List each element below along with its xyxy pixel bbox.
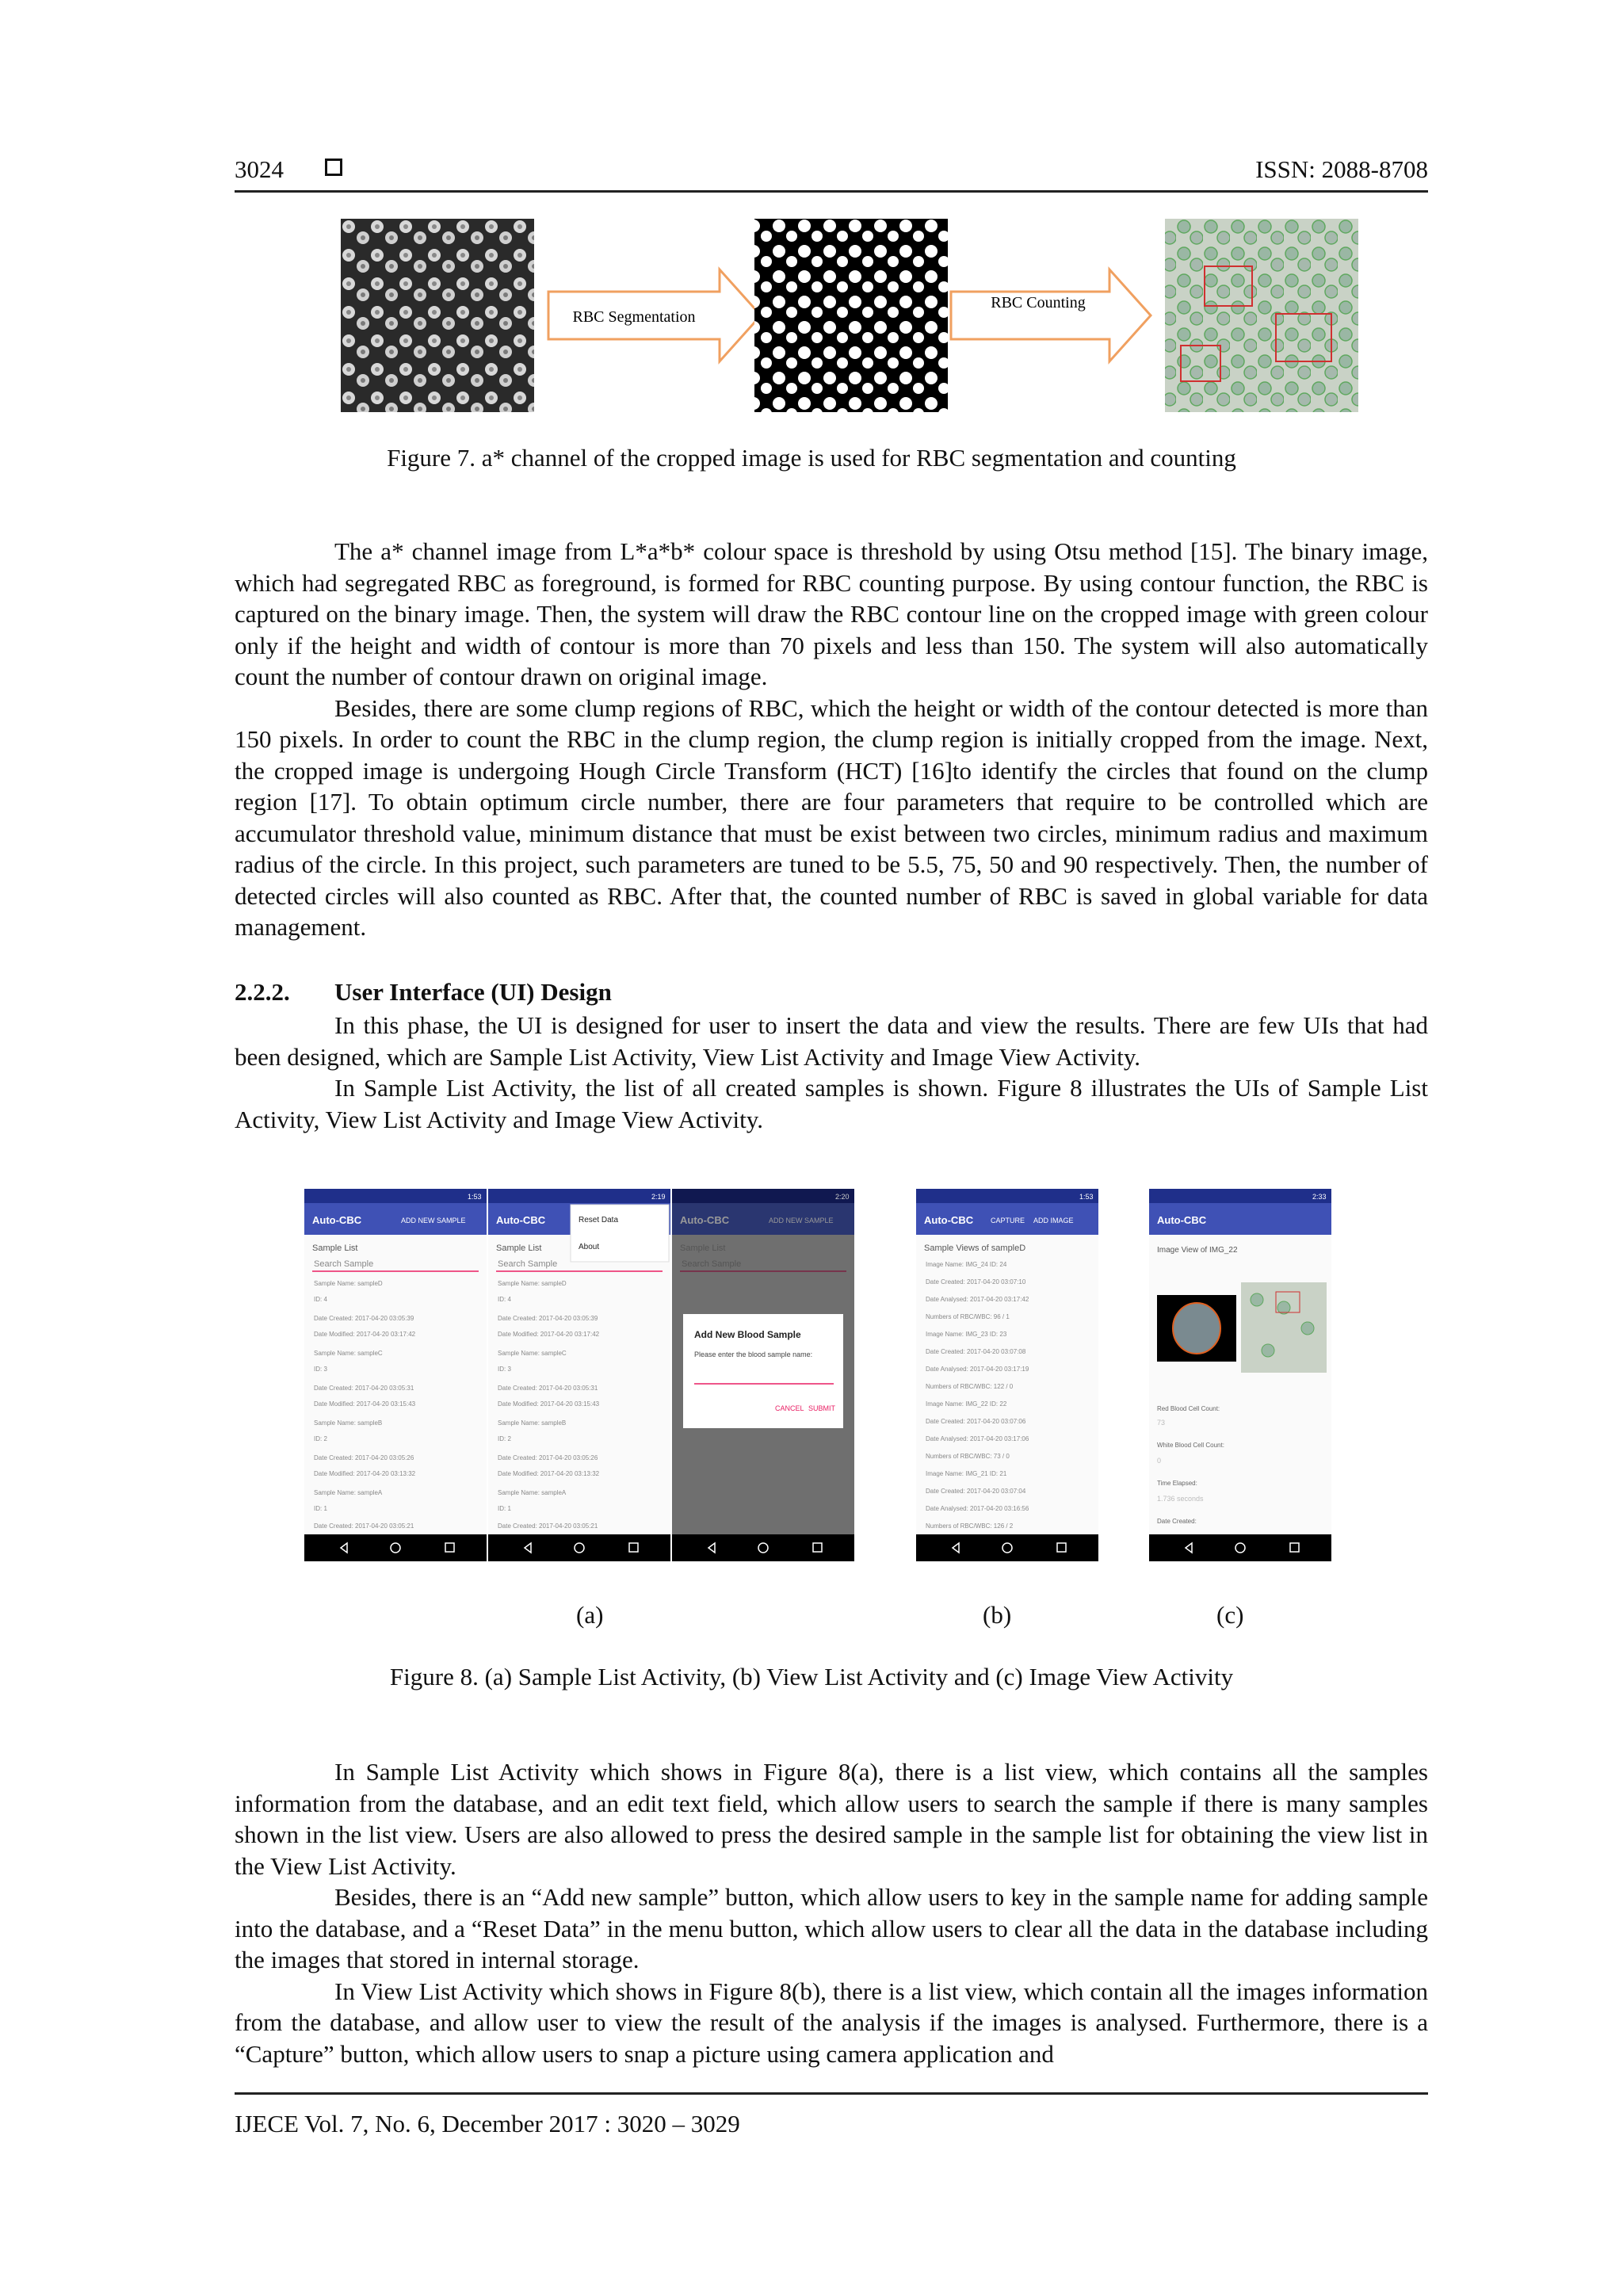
svg-text:2:20: 2:20 (835, 1193, 850, 1201)
svg-text:Date Created: 2017-04-20 03:05: Date Created: 2017-04-20 03:05:39 (498, 1315, 598, 1322)
svg-text:Sample Name: sampleD: Sample Name: sampleD (498, 1280, 567, 1287)
svg-text:ADD NEW SAMPLE: ADD NEW SAMPLE (401, 1217, 466, 1224)
svg-text:Date Created: 2017-04-20 03:05: Date Created: 2017-04-20 03:05:31 (314, 1385, 414, 1392)
paragraph: Besides, there is an “Add new sample” button, which allow users to key in the sample name for adding sample into the database, and a “Reset Data” in the menu button, which allow users to clear all the data in the database including the images that stored in internal storage. (235, 1883, 1428, 1973)
svg-text:Auto-CBC: Auto-CBC (496, 1214, 546, 1226)
svg-text:Image View of IMG_22: Image View of IMG_22 (1157, 1246, 1238, 1255)
svg-text:Date Modified: 2017-04-20 03:1: Date Modified: 2017-04-20 03:13:32 (498, 1470, 600, 1477)
section-number: 2.2.2. (235, 978, 290, 1006)
svg-text:Sample Name: sampleA: Sample Name: sampleA (314, 1489, 383, 1496)
body-section-3 (235, 1756, 1428, 2069)
svg-text:ID: 3: ID: 3 (498, 1366, 511, 1373)
svg-text:Numbers of RBC/WBC: 122 / 0: Numbers of RBC/WBC: 122 / 0 (926, 1383, 1014, 1390)
menu-reset-data: Reset Data (579, 1216, 619, 1224)
svg-text:Sample Name: sampleC: Sample Name: sampleC (314, 1350, 383, 1357)
svg-text:Sample List: Sample List (680, 1244, 726, 1253)
footer-citation: IJECE Vol. 7, No. 6, December 2017 : 3020 – 3029 (235, 2110, 740, 2137)
svg-text:Auto-CBC: Auto-CBC (1157, 1214, 1207, 1226)
svg-text:ID: 3: ID: 3 (314, 1366, 327, 1373)
svg-text:Date Modified: 2017-04-20 03:1: Date Modified: 2017-04-20 03:13:32 (314, 1470, 416, 1477)
svg-text:Date Analysed: 2017-04-20 03:1: Date Analysed: 2017-04-20 03:17:19 (926, 1366, 1029, 1373)
figure-7 (341, 219, 1363, 412)
svg-text:Date Created: 2017-04-20 03:05: Date Created: 2017-04-20 03:05:39 (314, 1315, 414, 1322)
issn: ISSN: 2088-8708 (1255, 155, 1428, 183)
subfigure-label-c: (c) (1216, 1601, 1244, 1629)
rbc-gray-image (341, 219, 534, 412)
svg-text:Search Sample: Search Sample (682, 1259, 742, 1269)
svg-text:Date Created: 2017-04-20 03:05: Date Created: 2017-04-20 03:05:26 (498, 1454, 598, 1461)
svg-text:Image Name: IMG_23 ID: 23: Image Name: IMG_23 ID: 23 (926, 1331, 1007, 1338)
svg-text:2:33: 2:33 (1312, 1193, 1327, 1201)
svg-text:Auto-CBC: Auto-CBC (924, 1214, 974, 1226)
svg-text:0: 0 (1157, 1457, 1162, 1465)
svg-text:Date Created: 2017-04-20 03:07: Date Created: 2017-04-20 03:07:04 (926, 1488, 1026, 1495)
svg-text:Date Created: 2017-04-20 03:05: Date Created: 2017-04-20 03:05:21 (314, 1522, 414, 1530)
sample-list-screen (304, 1189, 487, 1561)
svg-text:Date Created: 2017-04-20 03:07: Date Created: 2017-04-20 03:07:10 (926, 1278, 1026, 1286)
header-rule (235, 190, 1428, 193)
svg-text:1:53: 1:53 (468, 1193, 482, 1201)
dialog-cancel-button: CANCEL (775, 1404, 804, 1412)
svg-text:Sample Views of sampleD: Sample Views of sampleD (924, 1244, 1026, 1253)
svg-text:1:53: 1:53 (1079, 1193, 1094, 1201)
svg-text:Search Sample: Search Sample (314, 1259, 374, 1269)
svg-text:73: 73 (1157, 1419, 1166, 1427)
view-list-screen (916, 1189, 1098, 1561)
svg-text:ID: 4: ID: 4 (314, 1296, 327, 1303)
counting-arrow-label: RBC Counting (991, 294, 1086, 311)
svg-text:Date Created: 2017-04-20 03:07: Date Created: 2017-04-20 03:07:06 (926, 1418, 1026, 1425)
svg-text:Search Sample: Search Sample (498, 1259, 558, 1269)
svg-text:Sample List: Sample List (496, 1244, 542, 1253)
svg-text:Date Modified: 2017-04-20 03:1: Date Modified: 2017-04-20 03:15:43 (314, 1400, 416, 1408)
svg-text:Time Elapsed:: Time Elapsed: (1157, 1480, 1197, 1487)
svg-text:Sample List: Sample List (312, 1244, 358, 1253)
svg-text:Sample Name: sampleB: Sample Name: sampleB (314, 1419, 383, 1427)
sample-list-menu-screen (488, 1189, 670, 1561)
svg-text:Date Modified: 2017-04-20 03:1: Date Modified: 2017-04-20 03:15:43 (498, 1400, 600, 1408)
page-number: 3024 (235, 155, 284, 183)
svg-text:Red Blood Cell Count:: Red Blood Cell Count: (1157, 1405, 1220, 1412)
figure-7-caption: Figure 7. a* channel of the cropped image is used for RBC segmentation and counting (387, 444, 1236, 472)
svg-text:Numbers of RBC/WBC: 126 / 2: Numbers of RBC/WBC: 126 / 2 (926, 1522, 1014, 1530)
rbc-counted-image (1165, 219, 1358, 412)
figure-8 (304, 1189, 1335, 1561)
svg-text:ID: 4: ID: 4 (498, 1296, 511, 1303)
segmentation-arrow-label: RBC Segmentation (572, 308, 696, 326)
paragraph: In View List Activity which shows in Figure 8(b), there is a list view, which contain all the images information from the database, and allow user to view the result of the analysis if the images is analysed. Furthermore, there is a “Capture” button, which allow users to snap a picture using camera application and (235, 1977, 1428, 2068)
svg-text:Numbers of RBC/WBC: 96 / 1: Numbers of RBC/WBC: 96 / 1 (926, 1313, 1010, 1320)
svg-text:Date Analysed: 2017-04-20 03:1: Date Analysed: 2017-04-20 03:16:56 (926, 1505, 1029, 1512)
add-sample-dialog-screen (672, 1189, 854, 1561)
svg-text:Sample Name: sampleC: Sample Name: sampleC (498, 1350, 567, 1357)
image-view-screen (1149, 1189, 1331, 1561)
body-section-2 (235, 1010, 1428, 1135)
svg-text:Date Analysed: 2017-04-20 03:1: Date Analysed: 2017-04-20 03:17:06 (926, 1435, 1029, 1442)
dialog-submit-button: SUBMIT (808, 1404, 836, 1412)
svg-text:Auto-CBC: Auto-CBC (680, 1214, 730, 1226)
subfigure-label-b: (b) (983, 1601, 1012, 1629)
paragraph: In this phase, the UI is designed for user to insert the data and view the results. There are few UIs that had been designed, which are Sample List Activity, View List Activity and Image View Activity. (235, 1011, 1428, 1071)
svg-text:ID: 2: ID: 2 (314, 1435, 327, 1442)
section-title: User Interface (UI) Design (334, 978, 612, 1006)
section-heading (235, 978, 612, 1007)
svg-text:Date Modified: 2017-04-20 03:1: Date Modified: 2017-04-20 03:17:42 (314, 1331, 416, 1338)
figure-8-caption: Figure 8. (a) Sample List Activity, (b) View List Activity and (c) Image View Activity (389, 1663, 1234, 1690)
svg-text:ADD NEW SAMPLE: ADD NEW SAMPLE (769, 1217, 834, 1224)
svg-text:Sample Name: sampleD: Sample Name: sampleD (314, 1280, 383, 1287)
dialog-title: Add New Blood Sample (694, 1329, 801, 1340)
svg-text:White Blood Cell Count:: White Blood Cell Count: (1157, 1442, 1224, 1449)
svg-text:Date Created: 2017-04-20 03:07: Date Created: 2017-04-20 03:07:08 (926, 1348, 1026, 1355)
svg-text:ID: 1: ID: 1 (314, 1505, 327, 1512)
svg-text:Auto-CBC: Auto-CBC (312, 1214, 362, 1226)
svg-text:Sample Name: sampleA: Sample Name: sampleA (498, 1489, 567, 1496)
dialog-prompt: Please enter the blood sample name: (694, 1350, 813, 1358)
svg-text:Sample Name: sampleB: Sample Name: sampleB (498, 1419, 567, 1427)
subfigure-label-a: (a) (576, 1601, 604, 1629)
svg-text:2:19: 2:19 (651, 1193, 666, 1201)
svg-text:Date Created:: Date Created: (1157, 1518, 1197, 1525)
svg-text:ADD IMAGE: ADD IMAGE (1033, 1217, 1074, 1224)
svg-text:ID: 1: ID: 1 (498, 1505, 511, 1512)
paragraph: In Sample List Activity which shows in Figure 8(a), there is a list view, which contains all the samples information from the database, and an edit text field, which allow users to search the sample if there is many samples shown in the list view. Users are also allowed to press the desired sample in the sample list for obtaining the view list in the View List Activity. (235, 1758, 1428, 1880)
paragraph: Besides, there are some clump regions of RBC, which the height or width of the contour detected is more than 150 pixels. In order to count the RBC in the clump region, the clump region is initially cropped from the image. Next, the cropped image is undergoing Hough Circle Transform (HCT) [16]to identify the circles that found on the clump region [17]. To obtain optimum circle number, there are four parameters that require to be controlled which are accumulator threshold value, minimum distance that must be exist between two circles, minimum radius and maximum radius of the circle. In this project, such parameters are tuned to be 5.5, 75, 50 and 90 respectively. Then, the number of detected circles will also counted as RBC. After that, the counted number of RBC is saved in global variable for data management. (235, 693, 1428, 941)
svg-text:Image Name: IMG_24 ID: 24: Image Name: IMG_24 ID: 24 (926, 1261, 1007, 1268)
svg-text:1.736 seconds: 1.736 seconds (1157, 1495, 1204, 1503)
svg-text:CAPTURE: CAPTURE (991, 1217, 1025, 1224)
svg-text:Date Created: 2017-04-20 03:05: Date Created: 2017-04-20 03:05:21 (498, 1522, 598, 1530)
svg-text:Date Analysed: 2017-04-20 03:1: Date Analysed: 2017-04-20 03:17:42 (926, 1296, 1029, 1303)
body-section-1 (235, 536, 1428, 943)
svg-text:Date Created: 2017-04-20 03:05: Date Created: 2017-04-20 03:05:31 (498, 1385, 598, 1392)
paragraph: In Sample List Activity, the list of all created samples is shown. Figure 8 illustrates the UIs of Sample List Activity, View List Activity and Image View Activity. (235, 1074, 1428, 1133)
svg-text:Numbers of RBC/WBC: 73 / 0: Numbers of RBC/WBC: 73 / 0 (926, 1453, 1010, 1460)
svg-text:Image Name: IMG_22 ID: 22: Image Name: IMG_22 ID: 22 (926, 1400, 1007, 1408)
box-bullet-icon (325, 159, 342, 176)
footer-rule (235, 2092, 1428, 2095)
svg-text:ID: 2: ID: 2 (498, 1435, 511, 1442)
svg-text:Date Created: 2017-04-20 03:05: Date Created: 2017-04-20 03:05:26 (314, 1454, 414, 1461)
menu-about: About (579, 1243, 600, 1251)
paragraph: The a* channel image from L*a*b* colour space is threshold by using Otsu method [15]. The binary image, which had segregated RBC as foreground, is formed for RBC counting purpose. By using contour function, the RBC is captured on the binary image. Then, the system will draw the RBC contour line on the cropped image with green colour only if the height and width of contour is more than 70 pixels and less than 150. The system will also automatically count the number of contour drawn on original image. (235, 537, 1428, 690)
rbc-binary-image (754, 219, 948, 412)
svg-text:Date Modified: 2017-04-20 03:1: Date Modified: 2017-04-20 03:17:42 (498, 1331, 600, 1338)
counting-arrow (951, 269, 1151, 361)
svg-text:Image Name: IMG_21 ID: 21: Image Name: IMG_21 ID: 21 (926, 1470, 1007, 1477)
